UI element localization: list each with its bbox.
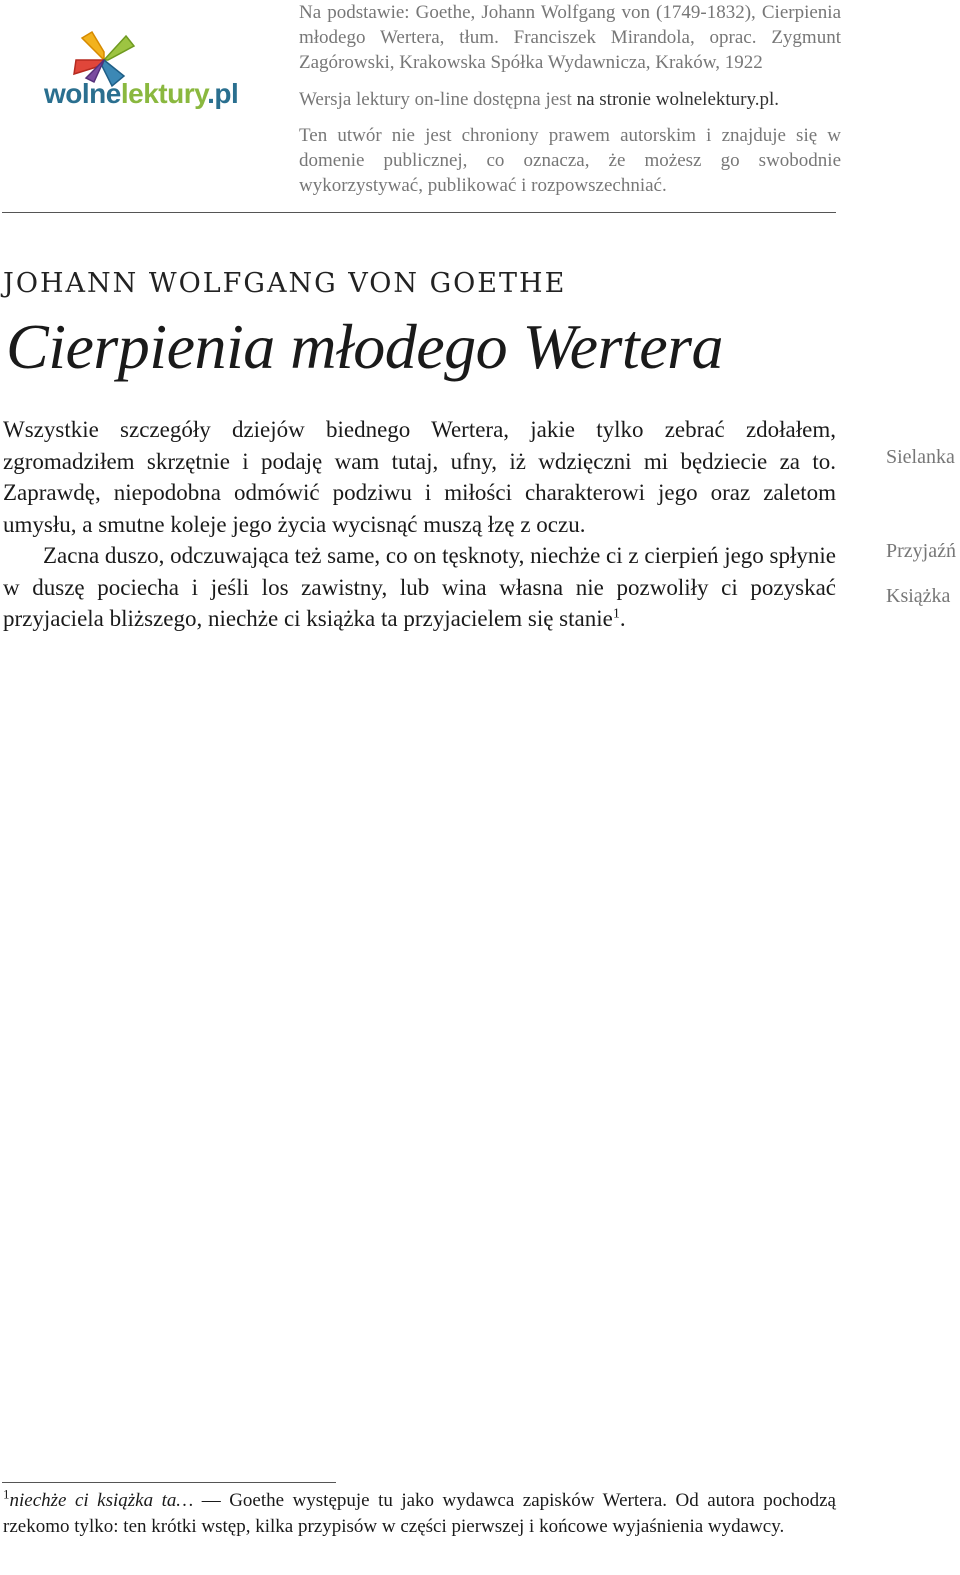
author-heading: JOHANN WOLFGANG VON GOETHE [3,268,567,299]
paragraph-2 [3,540,836,635]
logo-wordmark [44,78,238,110]
header-divider [2,212,836,213]
footnote-1 [3,1488,836,1540]
paragraph-1: Wszystkie szczegóły dziejów biednego Wertera, jakie tylko zebrać zdołałem, zgromadziłem skrzętnie i podaję wam tutaj, ufny, iż wdzięczni mi będziecie za to. Zaprawdę, niepodobna odmówić podziwu i miłości charakterowi jego oraz zaletom umysłu, a smutne koleje jego życia wycisnąć muszą łzę z oczu. [3,417,836,537]
motif-przyjazn[interactable]: Przyjaźń [886,540,956,562]
logo-part-wolne: wolne [44,78,121,109]
paragraph-2-end: . [619,606,626,631]
footnote-number: 1 [3,1486,10,1502]
footnote-ref-1[interactable]: 1 [612,606,620,622]
wolnelektury-link[interactable]: na stronie wolnelektury.pl. [576,89,780,110]
footnote-text: — Goethe występuje tu jako wydawca zapisków Wertera. Od autora pochodzą rzekomo tylko: ten krótki wstęp, kilka przypisów w części pierwszej i końcowe wyjaśnienia wydawcy. [3,1490,836,1537]
source-note: Na podstawie: Goethe, Johann Wolfgang von (1749-1832), Cierpienia młodego Wertera, tłum. Franciszek Mirandola, oprac. Zygmunt Zagórowski, Krakowska Spółka Wydawnicza, Kraków, 1922 [299,2,841,73]
main-text [3,414,836,635]
wolnelektury-logo[interactable] [40,30,265,130]
footnote-divider [2,1482,336,1483]
logo-part-lektury: lektury [120,78,208,109]
footnote-lemma: niechże ci książka ta… [9,1490,194,1511]
online-version-note [299,87,841,112]
online-prefix: Wersja lektury on-line dostępna jest [299,89,572,110]
source-metadata [299,0,841,198]
logo-part-pl: .pl [207,78,239,109]
motif-ksiazka[interactable]: Książka [886,585,951,607]
paragraph-2-text: Zacna duszo, odczuwająca też same, co on tęsknoty, niechże ci z cierpień jego spłynie w duszę pociecha i jeśli los zawistny, lub wina własna nie pozwoliły ci pozyskać przyjaciela bliższego, niechże ci książka ta przyjacielem się stanie [3,543,836,631]
license-note: Ten utwór nie jest chroniony prawem autorskim i znajduje się w domenie publicznej, co oznacza, że możesz go swobodnie wykorzystywać, publikować i rozpowszechniać. [299,125,841,196]
book-title: Cierpienia młodego Wertera [6,311,723,382]
motif-sielanka[interactable]: Sielanka [886,446,955,468]
